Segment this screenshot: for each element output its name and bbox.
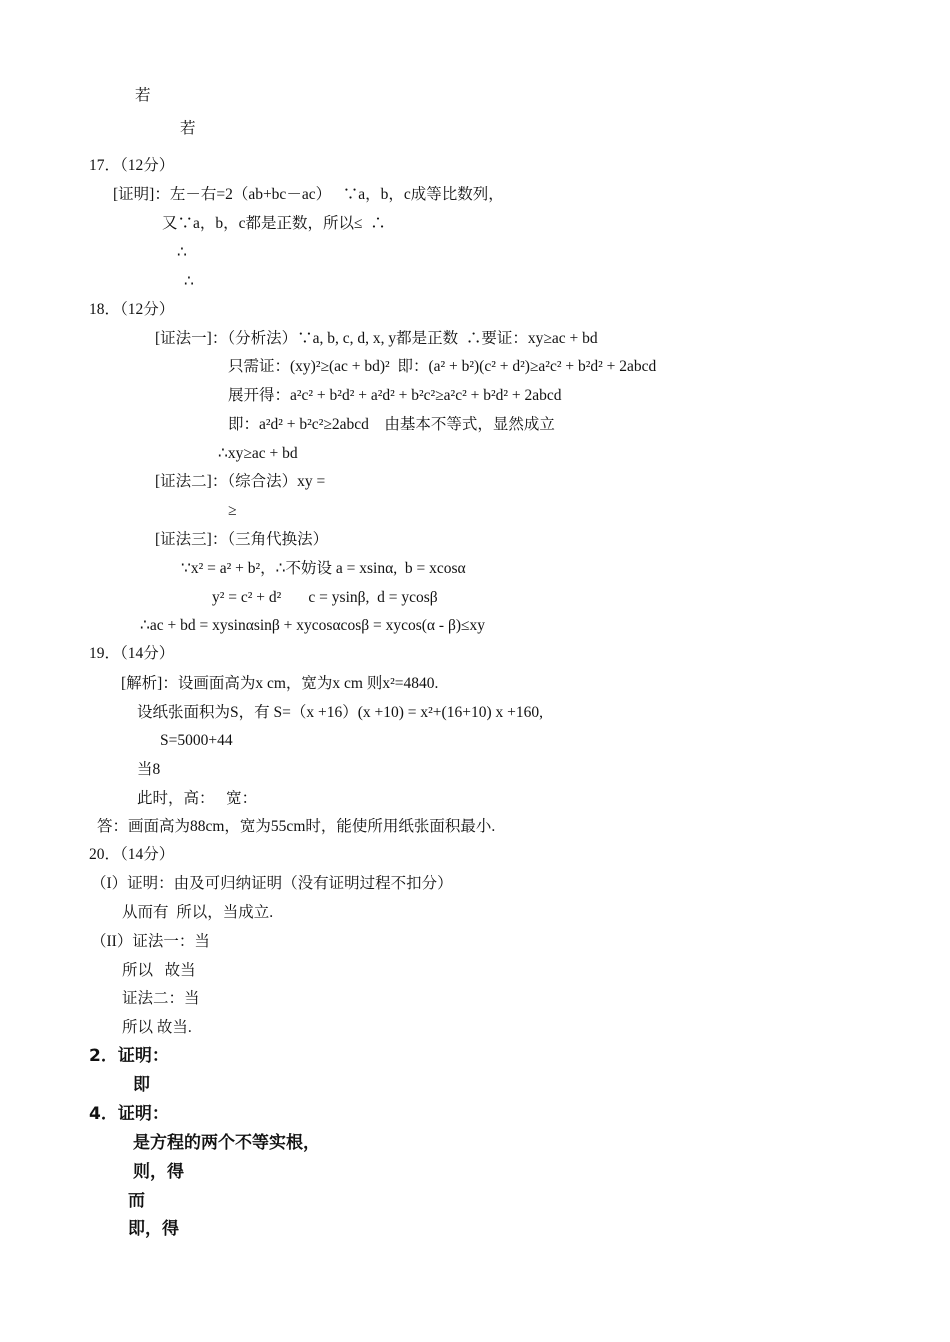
text-line: 设纸张面积为S，有 S=（x +16）(x +10) = x²+(16+10) x +160, — [137, 704, 543, 721]
text-line: S=5000+44 — [160, 732, 233, 749]
text-line: [证法三]：（三角代换法） — [155, 531, 329, 548]
problem-heading: 17．（12分） — [89, 157, 175, 174]
proof-heading: 4．证明： — [89, 1104, 169, 1124]
text-line: 所以 故当. — [122, 1019, 192, 1036]
text-line: ∴xy≥ac + bd — [218, 445, 298, 462]
text-line: 即：a²d² + b²c²≥2abcd 由基本不等式，显然成立 — [228, 416, 555, 433]
problem-heading: 20．（14分） — [89, 846, 175, 863]
text-line: ∴ — [177, 244, 187, 261]
text-line: ∴ac + bd = xysinαsinβ + xycosαcosβ = xycos(α - β)≤xy — [140, 617, 486, 634]
text-line: 只需证：(xy)²≥(ac + bd)² 即：(a² + b²)(c² + d²)≥a²c² + b²d² + 2abcd — [228, 358, 657, 375]
answer-line: 答：画面高为88cm，宽为55cm时，能使所用纸张面积最小. — [97, 818, 496, 835]
text-line: （II）证法一：当 — [91, 933, 210, 950]
text-line: 即，得 — [128, 1219, 179, 1239]
text-line: 而 — [128, 1191, 145, 1211]
text-line: 所以 故当 — [122, 962, 196, 979]
text-line: [证明]：左－右=2（ab+bc－ac） ∵a，b，c成等比数列， — [113, 186, 504, 203]
text-line: [解析]：设画面高为x cm，宽为x cm 则x²=4840. — [121, 675, 439, 692]
proof-heading: 2．证明： — [89, 1046, 169, 1066]
text-line: ∴ — [184, 273, 194, 290]
text-line: 即 — [133, 1075, 150, 1095]
text-line: 从而有 所以，当成立. — [122, 904, 274, 921]
text-line: 若 — [135, 87, 151, 104]
text-line: ∵x² = a² + b²，∴不妨设 a = xsinα, b = xcosα — [181, 560, 466, 577]
text-line: [证法一]：（分析法）∵a, b, c, d, x, y都是正数 ∴要证：xy≥ac + bd — [155, 330, 598, 347]
text-line: （I）证明：由及可归纳证明（没有证明过程不扣分） — [91, 875, 453, 892]
text-line: 此时，高： 宽： — [137, 790, 258, 807]
problem-heading: 18．（12分） — [89, 301, 175, 318]
text-line: y² = c² + d² c = ysinβ, d = ycosβ — [212, 589, 438, 606]
text-line: 是方程的两个不等实根， — [133, 1133, 320, 1153]
text-line: 证法二：当 — [122, 990, 200, 1007]
text-line: 展开得：a²c² + b²d² + a²d² + b²c²≥a²c² + b²d² + 2abcd — [228, 387, 562, 404]
text-line: [证法二]：（综合法）xy = — [155, 473, 326, 490]
text-line: 又∵a，b，c都是正数，所以≤ ∴ — [162, 215, 386, 232]
problem-heading: 19．（14分） — [89, 645, 175, 662]
text-line: 若 — [180, 120, 196, 137]
text-line: 当8 — [137, 761, 161, 778]
text-line: ≥ — [228, 502, 237, 519]
text-line: 则，得 — [133, 1162, 184, 1182]
